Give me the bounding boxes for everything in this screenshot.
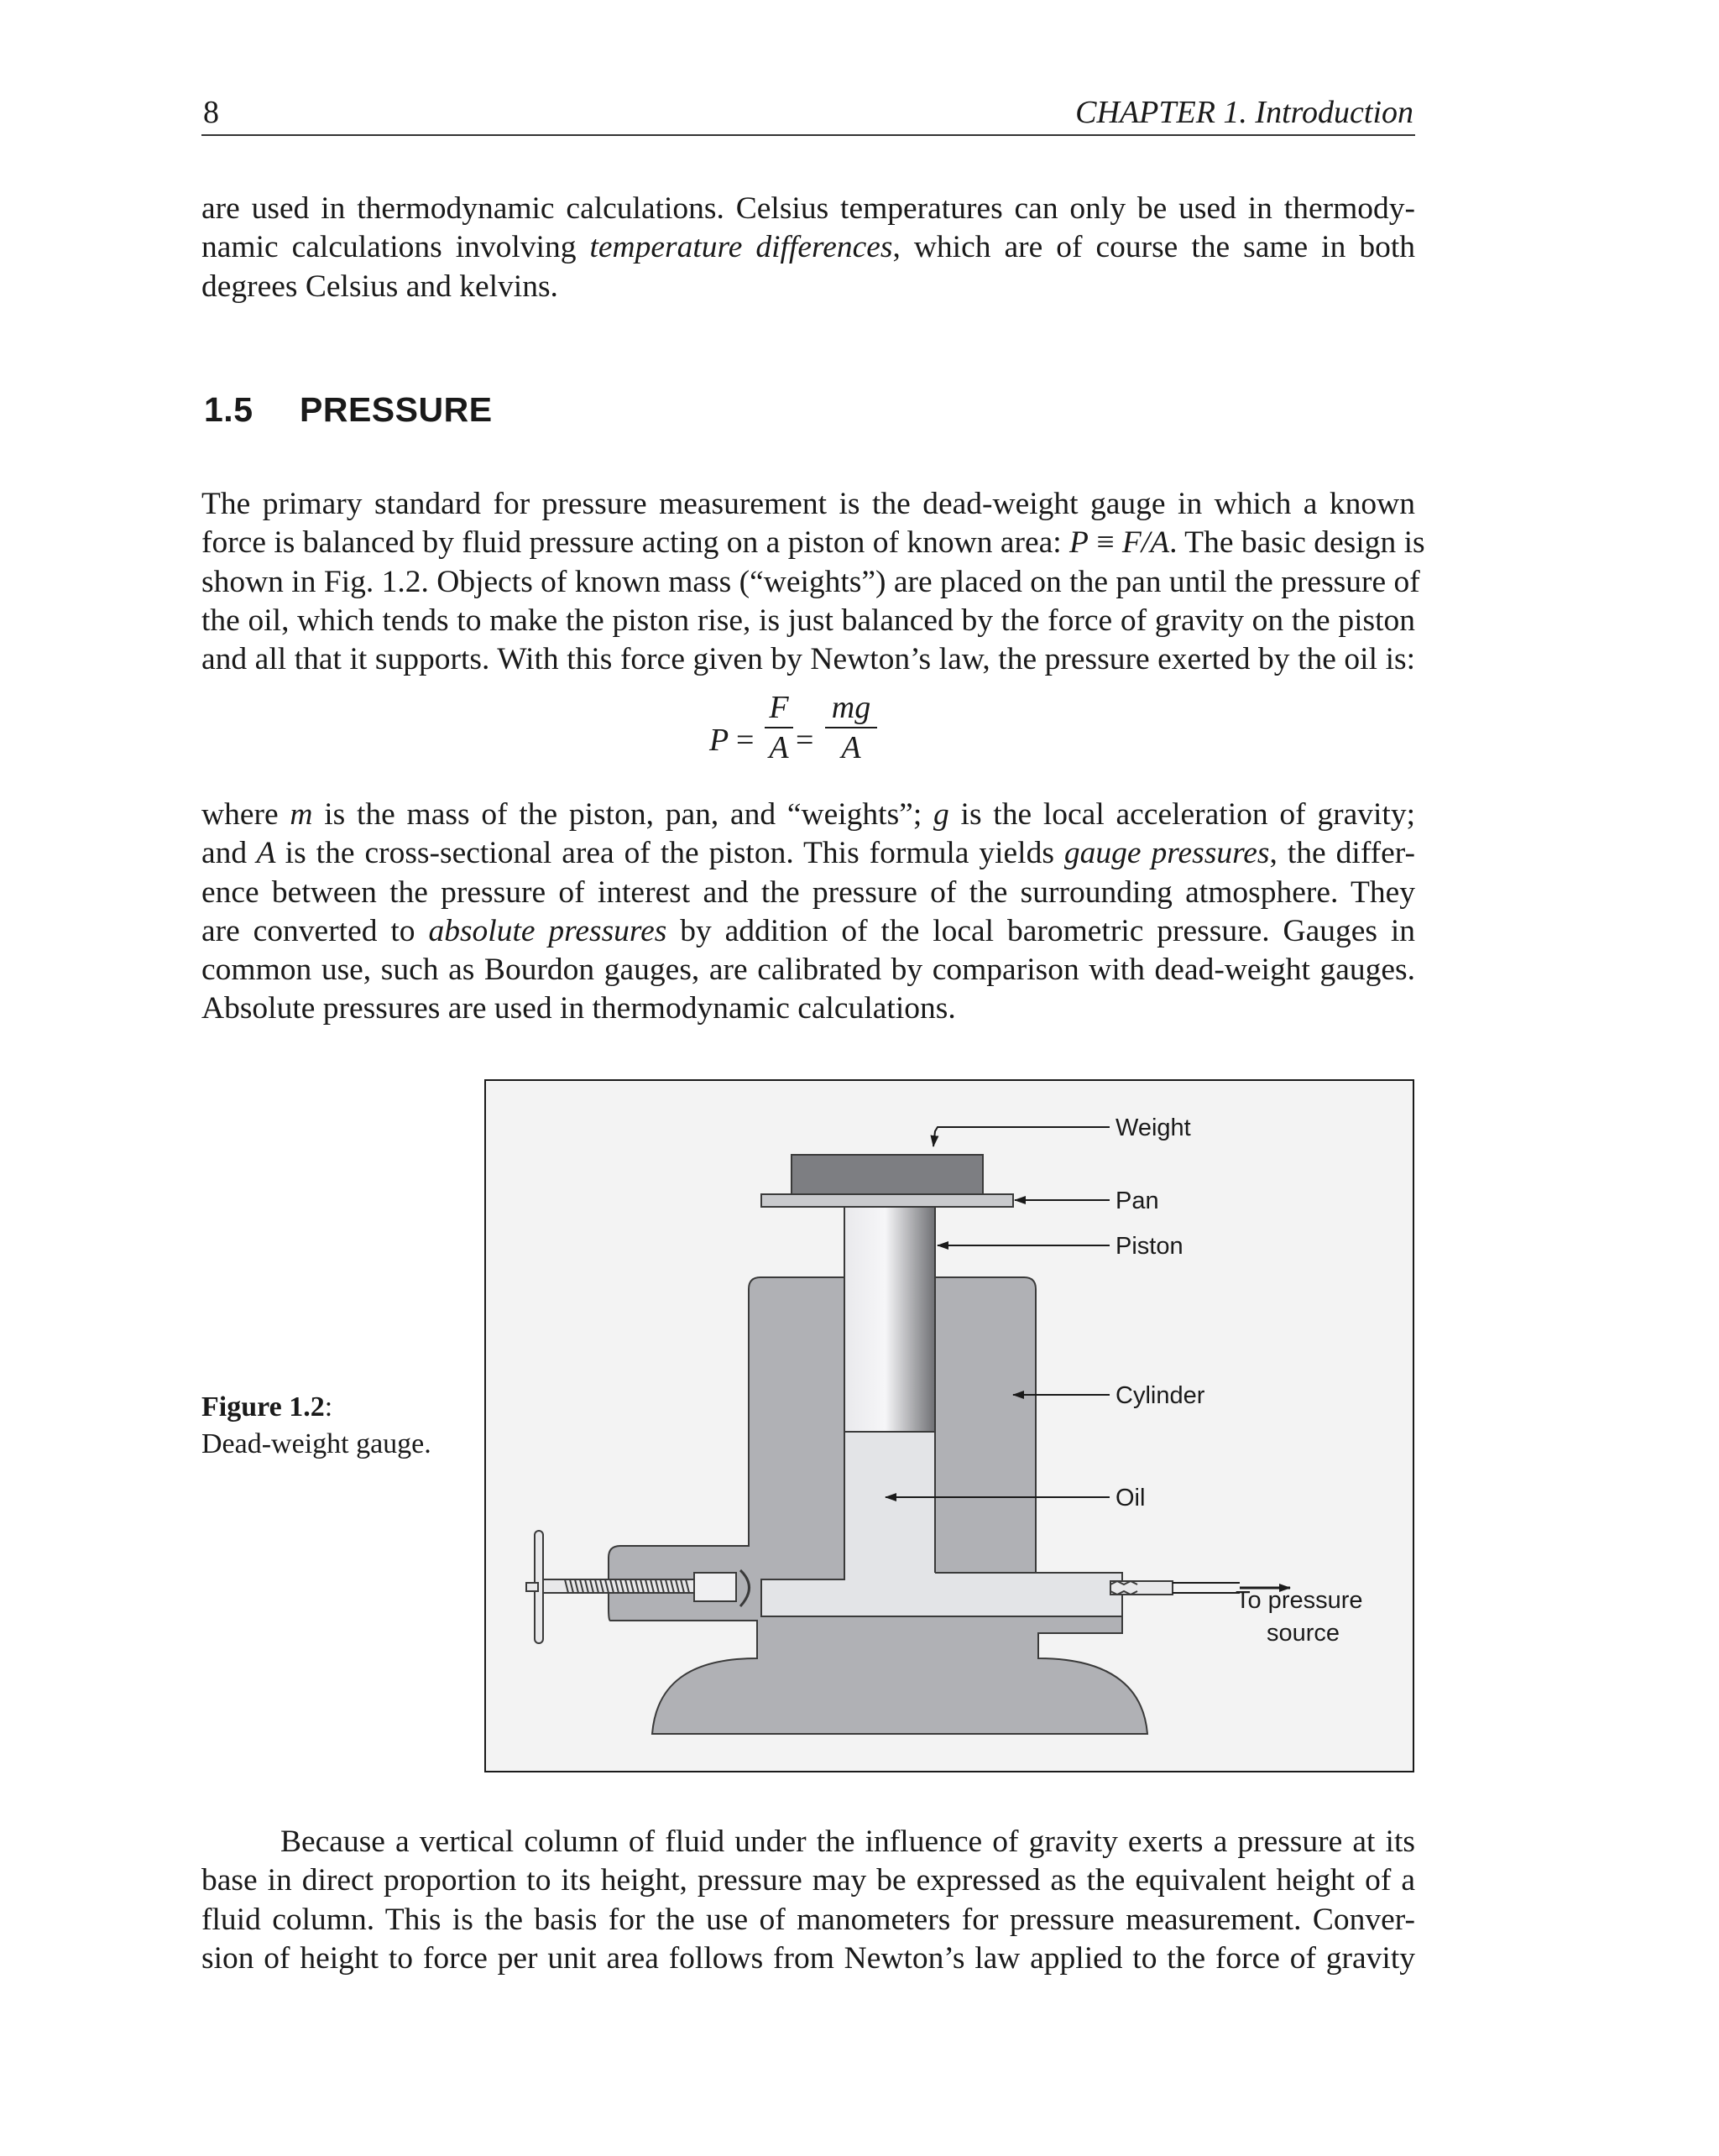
label-piston: Piston (1116, 1233, 1183, 1260)
screw-plunger (694, 1573, 736, 1601)
figure-label-colon: : (324, 1391, 333, 1423)
section-number: 1.5 (204, 390, 253, 429)
section-heading (204, 390, 493, 430)
piston (844, 1205, 935, 1432)
text-line: base in direct proportion to its height, pressure may be expressed as the equivalent height of a (201, 1863, 1415, 1898)
text-line: shown in Fig. 1.2. Objects of known mass (“weights”) are placed on the pan until the pressure of (201, 564, 1420, 599)
pressure-equation (709, 690, 877, 777)
text-line: sion of height to force per unit area follows from Newton’s law applied to the force of gravity (201, 1940, 1415, 1976)
numerator: F (769, 690, 789, 725)
paragraph-definitions (201, 796, 1415, 1029)
text-line: The primary standard for pressure measurement is the dead-weight gauge in which a known (201, 487, 1415, 521)
text-line: ence between the pressure of interest and the pressure of the surrounding atmosphere. They (201, 874, 1415, 910)
weight-block (792, 1155, 983, 1194)
chapter-title: CHAPTER 1. Introduction (1075, 95, 1413, 130)
equation-lhs: P (709, 723, 729, 758)
text-line: fluid column. This is the basis for the use of manometers for pressure measurement. Conver- (201, 1902, 1415, 1937)
text-line: are converted to absolute pressures by addition of the local barometric pressure. Gauges in (201, 913, 1415, 948)
denominator: A (769, 730, 789, 765)
text-line: force is balanced by fluid pressure acting on a piston of known area: P ≡ F/A. The basic design is (201, 525, 1425, 561)
text-line: where m is the mass of the piston, pan, and “weights”; g is the local acceleration of gravity; (201, 797, 1416, 832)
denominator: A (841, 730, 861, 765)
section-title: PRESSURE (300, 390, 493, 429)
paragraph-dead-weight (201, 485, 1425, 679)
pan (761, 1194, 1013, 1207)
fraction-mg-over-a (825, 688, 877, 767)
text-line: and A is the cross-sectional area of the piston. This formula yields gauge pressures, the differ- (201, 836, 1416, 871)
label-oil: Oil (1116, 1485, 1146, 1511)
label-weight: Weight (1116, 1115, 1191, 1141)
fraction-f-over-a (765, 688, 793, 767)
equals-sign: = (796, 723, 814, 758)
label-pan: Pan (1116, 1188, 1159, 1214)
text-line: common use, such as Bourdon gauges, are calibrated by comparison with dead-weight gauges. (201, 953, 1415, 988)
numerator: mg (831, 690, 871, 725)
intro-paragraph (201, 190, 1415, 306)
figure-label: Figure 1.2 (201, 1391, 325, 1423)
paragraph-manometers (201, 1823, 1415, 1978)
label-cylinder: Cylinder (1116, 1382, 1205, 1409)
text-line: and all that it supports. With this force given by Newton’s law, the pressure exerted by the oil is: (201, 642, 1415, 677)
figure-caption-text: Dead-weight gauge. (201, 1428, 431, 1459)
label-source: source (1267, 1620, 1340, 1647)
gauge-diagram (484, 1079, 1414, 1772)
text-line: degrees Celsius and kelvins. (201, 269, 558, 304)
text-line: the oil, which tends to make the piston rise, is just balanced by the force of gravity on the piston (201, 603, 1415, 638)
equals-sign: = (736, 723, 755, 758)
text-line: are used in thermodynamic calculations. Celsius temperatures can only be used in thermody- (201, 191, 1415, 226)
text-line: namic calculations involving temperature differences, which are of course the same in both (201, 230, 1415, 265)
text-line: Because a vertical column of fluid under the influence of gravity exerts a pressure at its (280, 1825, 1415, 1859)
figure-caption (201, 1389, 431, 1463)
text-line: Absolute pressures are used in thermodynamic calculations. (201, 991, 956, 1026)
dead-weight-gauge-figure (484, 1079, 1414, 1772)
running-header (201, 91, 1415, 136)
page-number: 8 (203, 95, 219, 130)
label-to-pressure: To pressure (1236, 1587, 1363, 1614)
